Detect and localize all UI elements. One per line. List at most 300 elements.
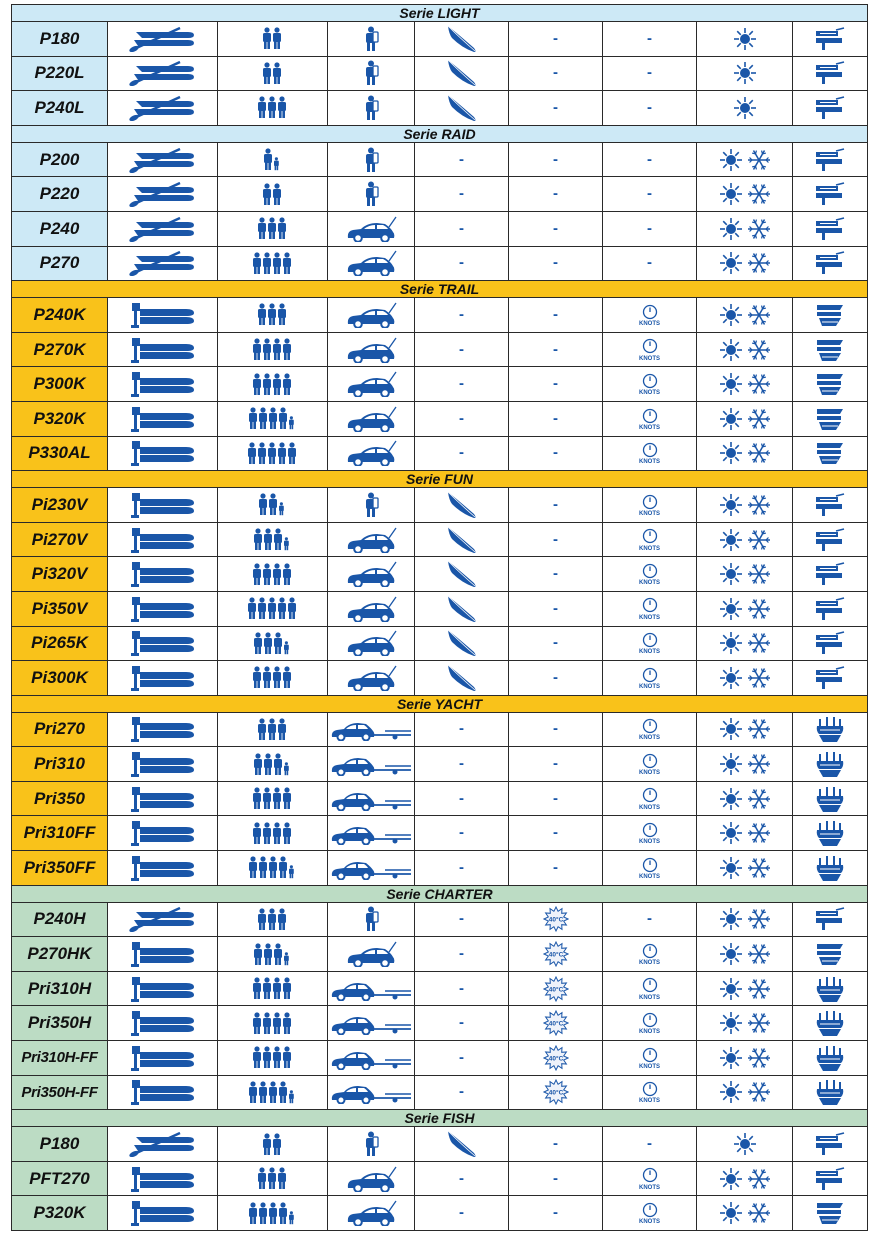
people-icon: [248, 445, 298, 462]
motor-boat-icon: [128, 600, 198, 617]
car-roof-icon: [345, 445, 397, 462]
table-row: [12, 56, 868, 91]
specs-sheet: [11, 4, 867, 1231]
transport-cell: [328, 401, 415, 436]
temperature-cell: [509, 712, 603, 747]
snowflake-icon: [747, 217, 771, 241]
table-row: [12, 971, 868, 1006]
weight-cell: [415, 1075, 509, 1110]
model-name: P200: [12, 142, 108, 177]
usage-cell: [793, 626, 868, 661]
boat-type-cell: [108, 902, 218, 937]
boat-type-cell: [108, 367, 218, 402]
speed-cell: [603, 661, 697, 696]
knots-label: KNOTS: [639, 614, 660, 621]
sun-icon: [719, 1201, 743, 1225]
season-cell: [697, 177, 793, 212]
transport-cell: [328, 781, 415, 816]
backpack-hiker-icon: [363, 30, 379, 47]
people-icon: [253, 375, 293, 392]
weight-cell: [415, 22, 509, 57]
weight-cell: [415, 971, 509, 1006]
motor-boat-icon: [128, 375, 198, 392]
empty-value: -: [553, 29, 558, 47]
knots-gauge-icon: [603, 787, 696, 811]
yacht-davit-icon: [814, 1049, 846, 1066]
capacity-cell: [218, 522, 328, 557]
transport-cell: [328, 1161, 415, 1196]
car-roof-icon: [345, 669, 397, 686]
weight-cell: [415, 1161, 509, 1196]
weight-cell: [415, 816, 509, 851]
transport-cell: [328, 298, 415, 333]
capacity-cell: [218, 781, 328, 816]
feather-icon: [444, 635, 480, 652]
empty-value: -: [647, 29, 652, 47]
empty-value: -: [647, 64, 652, 82]
temperature-cell: [509, 332, 603, 367]
empty-value: -: [459, 945, 464, 963]
sun-icon: [719, 856, 743, 880]
dinghy-stowed-icon: [814, 30, 846, 47]
people-icon: [254, 755, 291, 772]
keel-hull-icon: [814, 375, 846, 392]
knots-label: KNOTS: [639, 580, 660, 587]
temperature-cell: [509, 591, 603, 626]
people-icon: [254, 635, 291, 652]
capacity-cell: [218, 56, 328, 91]
table-row: [12, 781, 868, 816]
weight-cell: [415, 902, 509, 937]
usage-cell: [793, 22, 868, 57]
series-header-row: [12, 885, 868, 902]
capacity-cell: [218, 712, 328, 747]
car-trailer-icon: [329, 790, 413, 807]
transport-cell: [328, 937, 415, 972]
season-cell: [697, 781, 793, 816]
speed-cell: [603, 1161, 697, 1196]
knots-gauge-icon: [603, 1167, 696, 1191]
empty-value: -: [647, 910, 652, 928]
empty-value: -: [459, 375, 464, 393]
transport-cell: [328, 367, 415, 402]
temperature-cell: [509, 367, 603, 402]
yacht-davit-icon: [814, 1084, 846, 1101]
speed-cell: [603, 781, 697, 816]
capacity-cell: [218, 332, 328, 367]
empty-value: -: [459, 1204, 464, 1222]
backpack-hiker-icon: [363, 99, 379, 116]
empty-value: -: [553, 565, 558, 583]
motor-boat-icon: [128, 980, 198, 997]
knots-label: KNOTS: [639, 839, 660, 846]
people-icon: [258, 99, 288, 116]
empty-value: -: [647, 219, 652, 237]
dinghy-stowed-icon: [814, 531, 846, 548]
boat-type-cell: [108, 522, 218, 557]
empty-value: -: [553, 634, 558, 652]
knots-label: KNOTS: [639, 1098, 660, 1105]
transport-cell: [328, 557, 415, 592]
sun-icon: [719, 407, 743, 431]
people-icon: [254, 945, 291, 962]
sun-icon: [733, 65, 757, 82]
boat-type-cell: [108, 851, 218, 886]
yacht-davit-icon: [814, 859, 846, 876]
boat-type-cell: [108, 816, 218, 851]
knots-label: KNOTS: [639, 459, 660, 466]
people-icon: [249, 1204, 296, 1221]
sun-icon: [719, 372, 743, 396]
model-name: Pri350H-FF: [12, 1075, 108, 1110]
weight-cell: [415, 626, 509, 661]
empty-value: -: [553, 305, 558, 323]
snowflake-icon: [747, 907, 771, 931]
speed-cell: [603, 56, 697, 91]
table-row: [12, 1006, 868, 1041]
usage-cell: [793, 1161, 868, 1196]
table-row: [12, 367, 868, 402]
snowflake-icon: [747, 1011, 771, 1035]
capacity-cell: [218, 1127, 328, 1162]
snowflake-icon: [747, 717, 771, 741]
backpack-hiker-icon: [363, 151, 379, 168]
sun-icon: [719, 182, 743, 206]
weight-cell: [415, 488, 509, 523]
snowflake-icon: [747, 821, 771, 845]
table-row: [12, 626, 868, 661]
paddle-boat-icon: [128, 65, 198, 82]
season-cell: [697, 522, 793, 557]
knots-label: KNOTS: [639, 390, 660, 397]
weight-cell: [415, 522, 509, 557]
weight-cell: [415, 211, 509, 246]
temperature-cell: [509, 1127, 603, 1162]
boat-type-cell: [108, 298, 218, 333]
empty-value: -: [459, 1169, 464, 1187]
speed-cell: [603, 488, 697, 523]
temperature-cell: [509, 1196, 603, 1231]
season-cell: [697, 937, 793, 972]
knots-gauge-icon: [603, 338, 696, 362]
car-roof-icon: [345, 1170, 397, 1187]
empty-value: -: [553, 64, 558, 82]
empty-value: -: [553, 444, 558, 462]
series-title: Serie TRAIL: [12, 281, 868, 298]
speed-cell: [603, 747, 697, 782]
knots-gauge-icon: [603, 631, 696, 655]
dinghy-stowed-icon: [814, 911, 846, 928]
weight-cell: [415, 142, 509, 177]
empty-value: -: [459, 755, 464, 773]
table-row: [12, 177, 868, 212]
boat-type-cell: [108, 937, 218, 972]
empty-value: -: [553, 185, 558, 203]
sun-icon: [719, 493, 743, 517]
backpack-hiker-icon: [363, 1135, 379, 1152]
capacity-cell: [218, 488, 328, 523]
speed-cell: [603, 1041, 697, 1076]
snowflake-icon: [747, 1201, 771, 1225]
transport-cell: [328, 56, 415, 91]
boat-type-cell: [108, 591, 218, 626]
usage-cell: [793, 851, 868, 886]
backpack-hiker-icon: [363, 65, 379, 82]
table-row: [12, 902, 868, 937]
car-roof-icon: [345, 531, 397, 548]
snowflake-icon: [747, 787, 771, 811]
dinghy-stowed-icon: [814, 669, 846, 686]
car-roof-icon: [345, 375, 397, 392]
backpack-hiker-icon: [363, 911, 379, 928]
temperature-cell: [509, 211, 603, 246]
weight-cell: [415, 591, 509, 626]
model-name: P240K: [12, 298, 108, 333]
snowflake-icon: [747, 631, 771, 655]
empty-value: -: [553, 755, 558, 773]
boat-type-cell: [108, 1196, 218, 1231]
people-icon: [263, 30, 283, 47]
transport-cell: [328, 1006, 415, 1041]
people-icon: [259, 496, 286, 513]
boat-type-cell: [108, 177, 218, 212]
series-header-row: [12, 5, 868, 22]
snowflake-icon: [747, 562, 771, 586]
usage-cell: [793, 557, 868, 592]
empty-value: -: [459, 254, 464, 272]
weight-cell: [415, 851, 509, 886]
usage-cell: [793, 781, 868, 816]
knots-label: KNOTS: [639, 804, 660, 811]
dinghy-stowed-icon: [814, 151, 846, 168]
people-icon: [263, 185, 283, 202]
season-cell: [697, 591, 793, 626]
feather-icon: [444, 30, 480, 47]
paddle-boat-icon: [128, 220, 198, 237]
season-cell: [697, 1075, 793, 1110]
dinghy-stowed-icon: [814, 255, 846, 272]
capacity-cell: [218, 142, 328, 177]
season-cell: [697, 626, 793, 661]
boat-type-cell: [108, 557, 218, 592]
boat-type-cell: [108, 661, 218, 696]
table-row: [12, 747, 868, 782]
capacity-cell: [218, 1006, 328, 1041]
people-icon: [258, 911, 288, 928]
table-row: [12, 1041, 868, 1076]
knots-label: KNOTS: [639, 424, 660, 431]
snowflake-icon: [747, 597, 771, 621]
people-icon: [263, 1135, 283, 1152]
temperature-cell: [509, 246, 603, 281]
boat-type-cell: [108, 712, 218, 747]
model-name: P220L: [12, 56, 108, 91]
usage-cell: [793, 1075, 868, 1110]
table-row: [12, 298, 868, 333]
speed-cell: [603, 177, 697, 212]
model-name: Pri310H-FF: [12, 1041, 108, 1076]
dinghy-stowed-icon: [814, 1135, 846, 1152]
season-cell: [697, 747, 793, 782]
transport-cell: [328, 851, 415, 886]
snowflake-icon: [747, 752, 771, 776]
knots-label: KNOTS: [639, 510, 660, 517]
usage-cell: [793, 211, 868, 246]
season-cell: [697, 246, 793, 281]
model-name: Pri270: [12, 712, 108, 747]
knots-label: KNOTS: [639, 873, 660, 880]
temperature-cell: [509, 401, 603, 436]
series-title: Serie FISH: [12, 1110, 868, 1127]
temperature-cell: [509, 557, 603, 592]
transport-cell: [328, 661, 415, 696]
motor-boat-icon: [128, 531, 198, 548]
speed-cell: [603, 401, 697, 436]
transport-cell: [328, 712, 415, 747]
temperature-40c-icon: [543, 1084, 569, 1101]
paddle-boat-icon: [128, 185, 198, 202]
speed-cell: [603, 816, 697, 851]
usage-cell: [793, 1006, 868, 1041]
weight-cell: [415, 747, 509, 782]
table-row: [12, 22, 868, 57]
series-title: Serie YACHT: [12, 695, 868, 712]
temperature-cell: [509, 661, 603, 696]
dinghy-stowed-icon: [814, 220, 846, 237]
model-name: P270: [12, 246, 108, 281]
knots-gauge-icon: [603, 407, 696, 431]
sun-icon: [719, 666, 743, 690]
snowflake-icon: [747, 528, 771, 552]
capacity-cell: [218, 436, 328, 471]
capacity-cell: [218, 1075, 328, 1110]
knots-label: KNOTS: [639, 994, 660, 1001]
empty-value: -: [553, 530, 558, 548]
sun-icon: [719, 977, 743, 1001]
speed-cell: [603, 298, 697, 333]
sun-icon: [719, 528, 743, 552]
dinghy-stowed-icon: [814, 635, 846, 652]
temperature-cell: [509, 56, 603, 91]
motor-boat-icon: [128, 445, 198, 462]
keel-hull-icon: [814, 445, 846, 462]
dinghy-stowed-icon: [814, 185, 846, 202]
knots-label: KNOTS: [639, 320, 660, 327]
temperature-cell: [509, 522, 603, 557]
people-icon: [253, 1049, 293, 1066]
season-cell: [697, 488, 793, 523]
knots-label: KNOTS: [639, 649, 660, 656]
snowflake-icon: [747, 1167, 771, 1191]
table-row: [12, 401, 868, 436]
usage-cell: [793, 902, 868, 937]
yacht-davit-icon: [814, 755, 846, 772]
model-name: Pri350H: [12, 1006, 108, 1041]
usage-cell: [793, 937, 868, 972]
model-name: Pri310: [12, 747, 108, 782]
car-roof-icon: [345, 341, 397, 358]
motor-boat-icon: [128, 410, 198, 427]
snowflake-icon: [747, 856, 771, 880]
knots-label: KNOTS: [639, 1029, 660, 1036]
model-name: P180: [12, 22, 108, 57]
model-name: P300K: [12, 367, 108, 402]
snowflake-icon: [747, 1046, 771, 1070]
people-icon: [249, 1084, 296, 1101]
feather-icon: [444, 496, 480, 513]
boat-type-cell: [108, 747, 218, 782]
transport-cell: [328, 1041, 415, 1076]
sun-icon: [719, 1046, 743, 1070]
empty-value: -: [553, 1204, 558, 1222]
temperature-cell: [509, 298, 603, 333]
svg-text:40°C: 40°C: [548, 916, 563, 924]
table-row: [12, 522, 868, 557]
sun-icon: [719, 441, 743, 465]
boat-type-cell: [108, 56, 218, 91]
motor-boat-icon: [128, 496, 198, 513]
boat-type-cell: [108, 22, 218, 57]
temperature-cell: [509, 177, 603, 212]
temperature-cell: [509, 1041, 603, 1076]
temperature-cell: [509, 851, 603, 886]
boat-type-cell: [108, 1075, 218, 1110]
table-row: [12, 91, 868, 126]
table-row: [12, 1196, 868, 1231]
transport-cell: [328, 436, 415, 471]
people-icon: [258, 721, 288, 738]
weight-cell: [415, 91, 509, 126]
boat-type-cell: [108, 332, 218, 367]
car-roof-icon: [345, 945, 397, 962]
usage-cell: [793, 367, 868, 402]
capacity-cell: [218, 298, 328, 333]
empty-value: -: [553, 1169, 558, 1187]
weight-cell: [415, 246, 509, 281]
season-cell: [697, 367, 793, 402]
usage-cell: [793, 1127, 868, 1162]
knots-gauge-icon: [603, 528, 696, 552]
yacht-davit-icon: [814, 1014, 846, 1031]
transport-cell: [328, 142, 415, 177]
people-icon: [248, 600, 298, 617]
speed-cell: [603, 91, 697, 126]
keel-hull-icon: [814, 306, 846, 323]
knots-label: KNOTS: [639, 1184, 660, 1191]
empty-value: -: [553, 409, 558, 427]
weight-cell: [415, 712, 509, 747]
model-name: P220: [12, 177, 108, 212]
svg-text:40°C: 40°C: [548, 1055, 563, 1063]
empty-value: -: [459, 910, 464, 928]
table-row: [12, 712, 868, 747]
knots-gauge-icon: [603, 977, 696, 1001]
speed-cell: [603, 436, 697, 471]
boat-type-cell: [108, 488, 218, 523]
capacity-cell: [218, 591, 328, 626]
yacht-davit-icon: [814, 790, 846, 807]
model-name: P270K: [12, 332, 108, 367]
speed-cell: [603, 1006, 697, 1041]
feather-icon: [444, 600, 480, 617]
transport-cell: [328, 747, 415, 782]
feather-icon: [444, 565, 480, 582]
knots-gauge-icon: [603, 372, 696, 396]
table-row: [12, 816, 868, 851]
snowflake-icon: [747, 251, 771, 275]
weight-cell: [415, 177, 509, 212]
table-row: [12, 436, 868, 471]
